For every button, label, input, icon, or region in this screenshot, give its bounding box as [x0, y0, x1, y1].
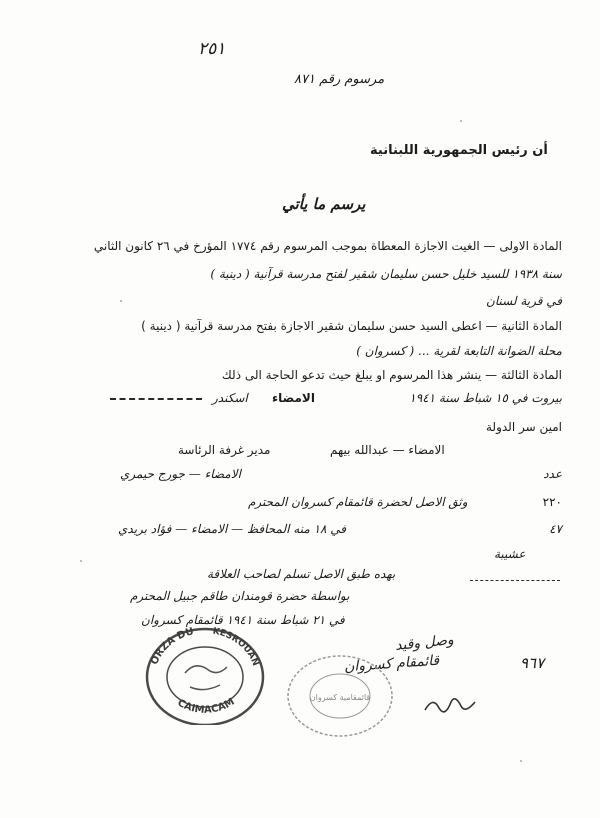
date-line: بيروت في ١٥ شباط سنة ١٩٤١	[409, 391, 562, 405]
copy-sent-number: ٤٧	[549, 522, 562, 536]
notify-underline	[470, 580, 560, 581]
registration-label: عشيبة	[494, 547, 526, 561]
article-2-line-2: محلة الضوانة التابعة لقرية ... ( كسروان )	[356, 344, 562, 358]
page-number: ٢٥١	[198, 39, 226, 59]
seal-text: قائمقامية كسروان	[309, 693, 371, 702]
secretary-title: امين سر الدولة	[486, 420, 562, 434]
svg-text:KESROUAN	[212, 626, 260, 667]
article-3-line-1: المادة الثالثة — ينشر هذا المرسوم او يبلغ حيث تدعو الحاجة الى ذلك	[221, 368, 562, 382]
issuer-line: أن رئيس الجمهورية اللبنانية	[370, 143, 548, 158]
article-1-line-1: المادة الاولى — الغيت الاجازة المعطاة بموجب المرسوم رقم ١٧٧٤ المؤرخ في ٢٦ كانون الثاني	[93, 239, 562, 253]
paper-speck	[80, 560, 82, 562]
handwritten-note-2: قائمقام كسروان	[343, 652, 440, 676]
paper-speck	[460, 120, 462, 122]
paper-speck	[520, 760, 522, 762]
signature-label: الامضاء	[272, 391, 315, 405]
handwritten-signature-icon	[420, 690, 480, 720]
stamp-top-text: ORZA DU	[149, 626, 196, 667]
stamp-bottom-text: CAIMACAM	[175, 696, 237, 716]
paper-speck	[120, 300, 122, 302]
article-1-line-3: في قرية لسنان	[486, 294, 562, 308]
issue-label: عدد	[543, 467, 562, 481]
article-2-line-1: المادة الثانية — اعطى السيد حسن سليمان شقير الاجازة بفتح مدرسة قرآنية ( دينية )	[141, 319, 562, 333]
secretary-signature: الامضاء — عبدالله بيهم	[330, 443, 445, 457]
decree-title: يرسم ما يأتي	[282, 195, 366, 213]
copy-number: ٢٢٠	[542, 495, 562, 509]
presidency-director: مدير غرفة الرئاسة	[178, 443, 271, 457]
svg-text:ORZA DU	[149, 626, 195, 666]
presidency-signature: الامضاء — جورج حيمري	[120, 467, 241, 481]
official-seal-icon	[280, 650, 400, 740]
kesrouan-caimacam-stamp-icon	[130, 615, 280, 725]
signature-dash-line	[110, 398, 202, 400]
margin-number: ٩٦٧	[520, 654, 545, 672]
copy-sent-line: وثق الاصل لحضرة قائمقام كسروان المحترم	[248, 495, 468, 509]
article-1-line-2: سنة ١٩٣٨ للسيد خليل حسن سليمان شقير لفتح مدرسة قرآنية ( دينية )	[210, 267, 562, 281]
stamp-right-text: KESROUAN	[211, 626, 261, 668]
governor-line: في ١٨ منه المحافظ — الامضاء — فؤاد بريدي	[118, 522, 347, 536]
via-line: بواسطة حضرة قومندان طاقم جبيل المحترم	[130, 589, 350, 603]
svg-text:CAIMACAM	[175, 696, 236, 716]
notify-line: بهده طبق الاصل تسلم لصاحب العلاقة	[207, 567, 396, 581]
signature-name: اسكندر	[212, 391, 248, 405]
final-date-line: في ٢١ شباط سنة ١٩٤١ قائمقام كسروان	[141, 613, 345, 627]
handwritten-note-1: وصل وقيد	[394, 631, 455, 655]
decree-reference: مرسوم رقم ٨٧١	[294, 72, 385, 87]
